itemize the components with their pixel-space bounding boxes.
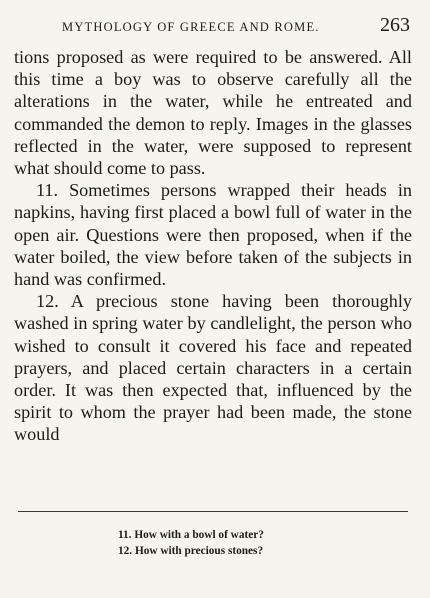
paragraph-11: 11. Sometimes persons wrapped their heads in napkins, having first placed a bowl full of water in the open air. Questions were then proposed, when if the water boiled, the view before taken of the subjects in hand was confirmed. [14,180,412,290]
footnote-divider [18,511,408,512]
paragraph-12: 12. A precious stone having been thoroughly washed in spring water by candlelight, the person who wished to consult it covered his face and repeated prayers, and placed certain characters in a certain order. It was then expected that, influenced by the spirit to whom the prayer had been made, the stone would [14,291,412,445]
running-header [62,14,410,40]
paragraph-continued: tions proposed as were required to be answered. All this time a boy was to observe carefully all the alterations in the water, while he entreated and commanded the demon to reply. Images in the glasses reflected in the water, were supposed to represent what should come to pass. [14,47,412,179]
body-text [14,46,412,446]
review-questions [118,527,264,559]
question-12: 12. How with precious stones? [118,545,264,557]
question-11: 11. How with a bowl of water? [118,529,264,541]
running-title: MYTHOLOGY OF GREECE AND ROME. [62,20,320,34]
page-number: 263 [380,14,410,36]
